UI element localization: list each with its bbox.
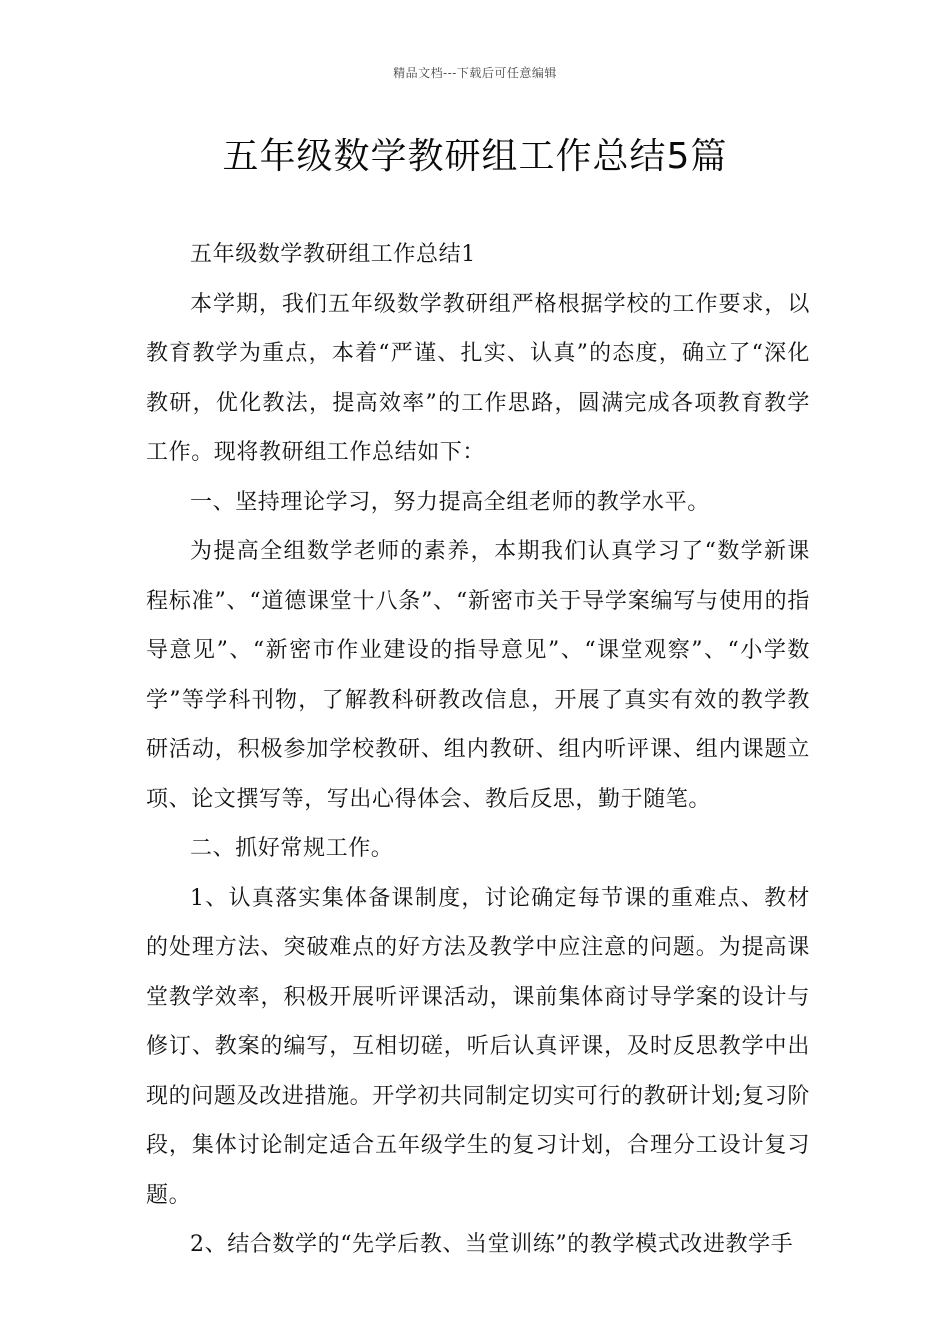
- body-paragraph: 2、结合数学的“先学后教、当堂训练”的教学模式改进教学手: [190, 1232, 794, 1257]
- body-paragraph: 为提高全组数学老师的素养，本期我们认真学习了“数学新课程标准”、“道德课堂十八条”、“新密市关于导学案编写与使用的指导意见”、“新密市作业建设的指导意见”、“课堂观察”、“小学数学”等学科刊物，了解教科研教改信息，开展了真实有效的教学教研活动，积极参加学校教研、组内教研、组内听评课、组内课题立项、论文撰写等，写出心得体会、教后反思，勤于随笔。: [146, 539, 810, 812]
- section-heading-theory-study: 一、坚持理论学习，努力提高全组老师的教学水平。: [190, 489, 710, 515]
- document-body: [146, 230, 810, 1270]
- document-title: 五年级数学教研组工作总结5篇: [222, 136, 728, 177]
- section-heading-routine-work: 二、抓好常规工作。: [190, 836, 394, 861]
- section-heading-1: 五年级数学教研组工作总结1: [190, 242, 476, 267]
- header-note: 精品文档---下载后可任意编辑: [393, 66, 557, 80]
- body-paragraph: 1、认真落实集体备课制度，讨论确定每节课的重难点、教材的处理方法、突破难点的好方法及教学中应注意的问题。为提高课堂教学效率，积极开展听评课活动，课前集体商讨导学案的设计与修订、教案的编写，互相切磋，听后认真评课，及时反思教学中出现的问题及改进措施。开学初共同制定切实可行的教研计划;复习阶段，集体讨论制定适合五年级学生的复习计划，合理分工设计复习题。: [146, 885, 810, 1208]
- body-paragraph: 本学期，我们五年级数学教研组严格根据学校的工作要求，以教育教学为重点，本着“严谨、扎实、认真”的态度，确立了“深化教研，优化教法，提高效率”的工作思路，圆满完成各项教育教学工作。现将教研组工作总结如下：: [146, 291, 810, 465]
